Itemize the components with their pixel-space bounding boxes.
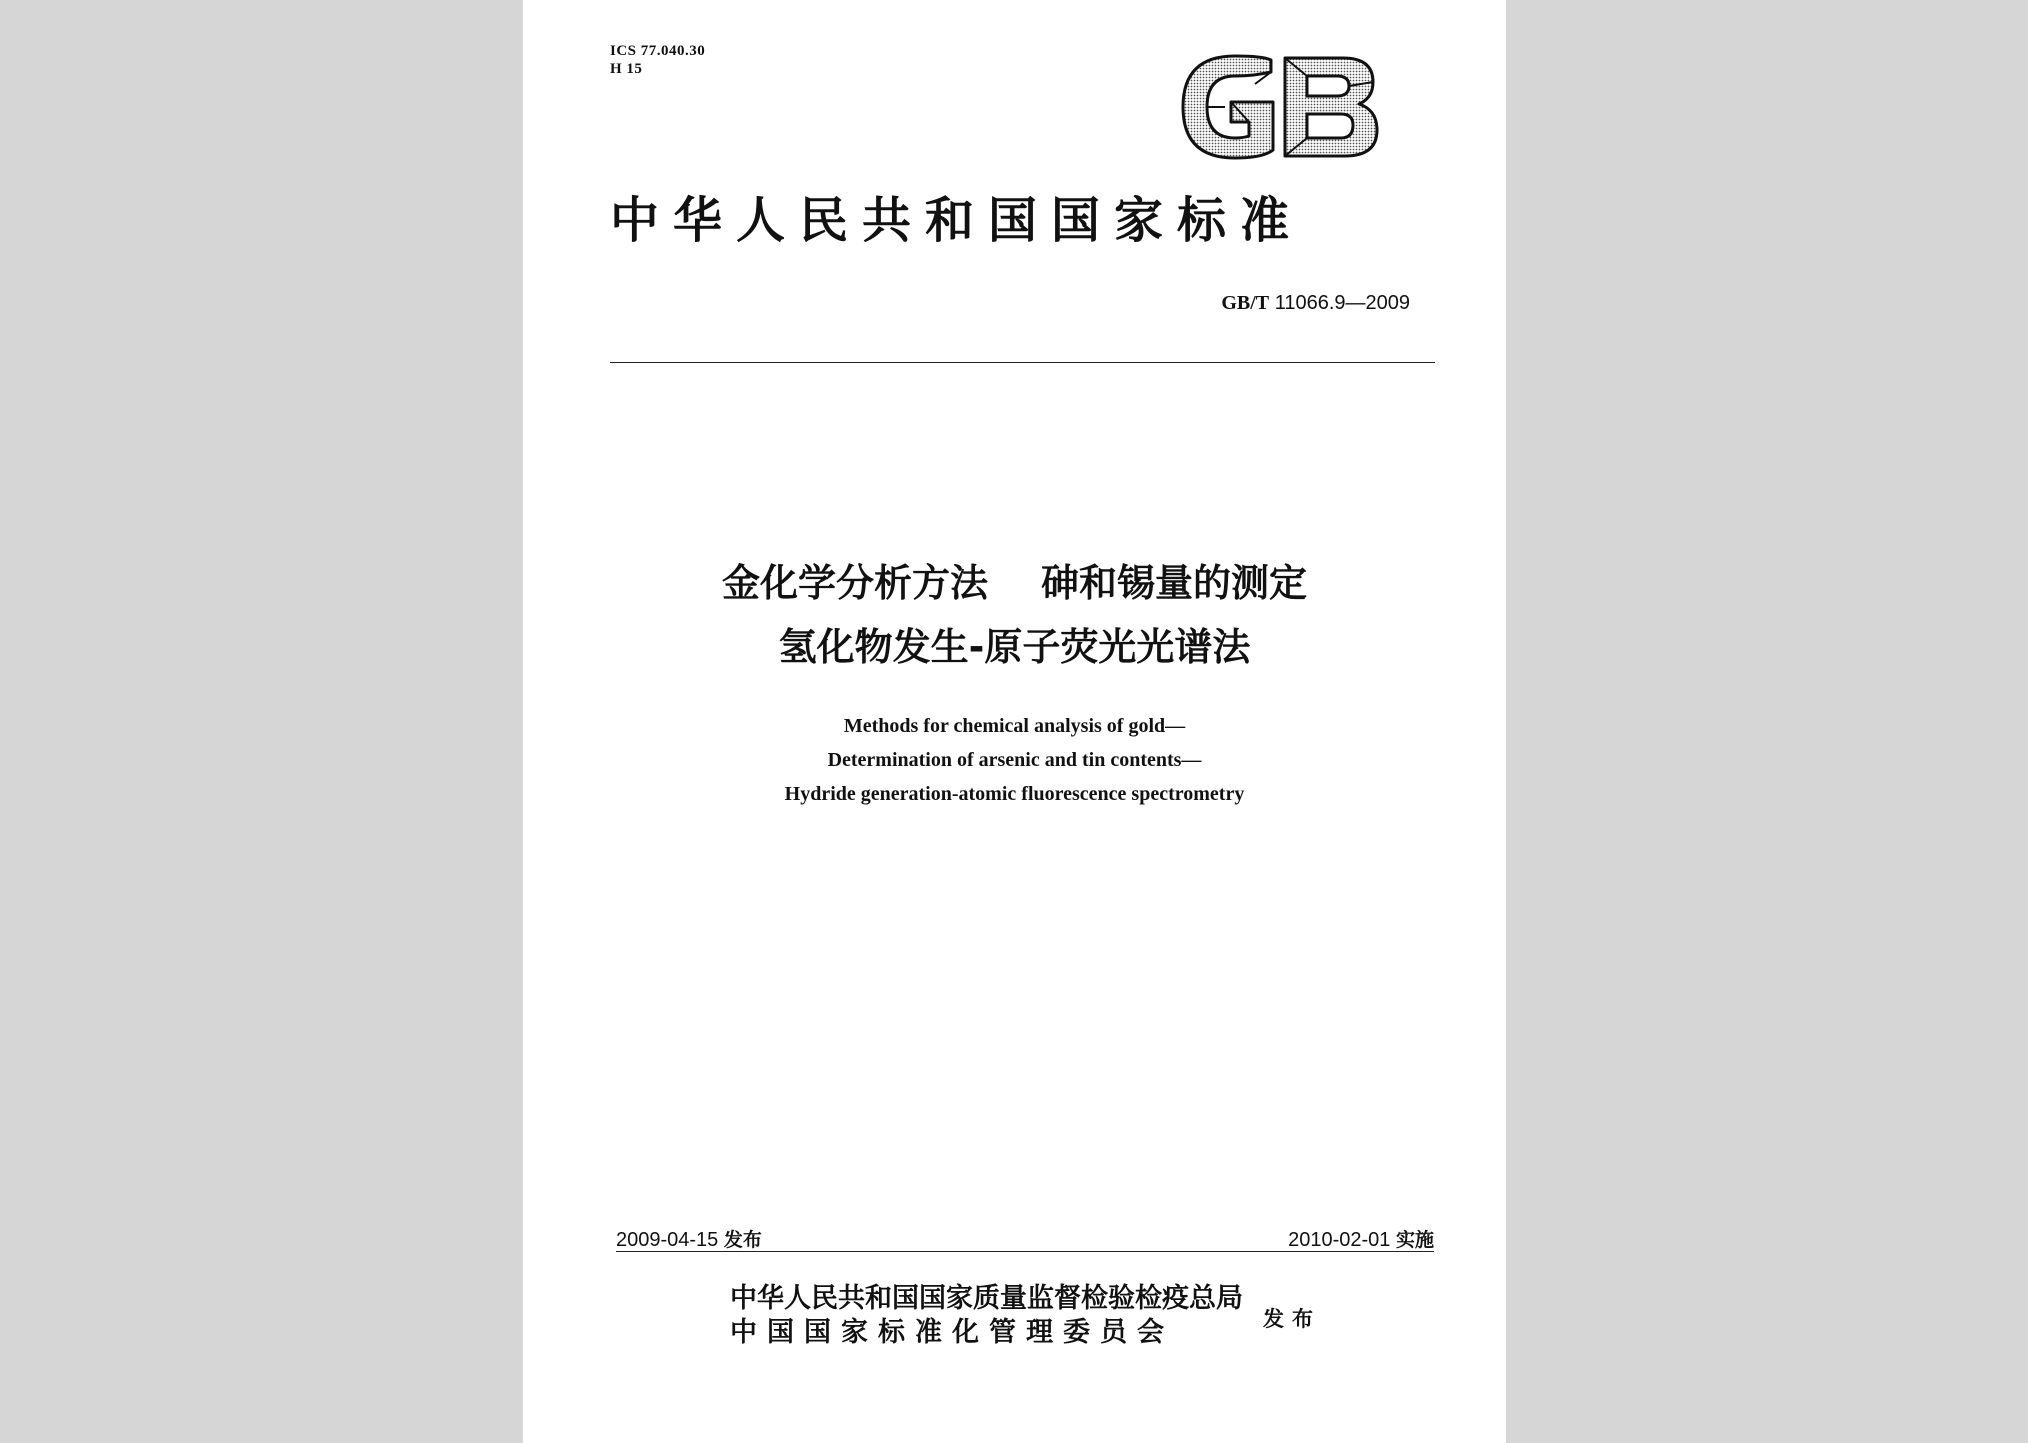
document-page: [523, 0, 1506, 1443]
english-title-line-1: Methods for chemical analysis of gold—: [843, 715, 1186, 737]
issue-date: [616, 1225, 762, 1252]
ccs-code: H 15: [610, 61, 643, 77]
chinese-title-line-1: 金化学分析方法 砷和锡量的测定: [722, 561, 1307, 605]
issue-date-label: 发布: [723, 1229, 762, 1251]
classification-codes: [610, 42, 705, 78]
ics-code: ICS 77.040.30: [610, 43, 706, 59]
issue-date-value: 2009-04-15: [616, 1229, 719, 1251]
national-standard-title: 中华人民共和国国家标准: [610, 191, 1304, 249]
implementation-date-value: 2010-02-01: [1288, 1229, 1391, 1251]
chinese-title-line-2: 氢化物发生-原子荧光光谱法: [778, 625, 1251, 669]
standard-number: [1221, 292, 1410, 315]
english-title-line-2: Determination of arsenic and tin contents—: [827, 749, 1202, 771]
publish-label: 发布: [1263, 1307, 1321, 1331]
publisher-org-2: 中国国家标准化管理委员会: [730, 1317, 1174, 1348]
implementation-date: [1288, 1225, 1434, 1252]
publisher-org-1: 中华人民共和国国家质量监督检验检疫总局: [730, 1283, 1243, 1314]
top-divider: [610, 362, 1435, 363]
standard-number-prefix: GB/T: [1221, 292, 1270, 314]
bottom-divider: [616, 1251, 1434, 1252]
english-title-line-3: Hydride generation-atomic fluorescence spectrometry: [784, 783, 1245, 805]
publisher-block: [730, 1282, 1243, 1350]
gb-logo: [1175, 52, 1383, 162]
standard-number-value: 11066.9—2009: [1274, 292, 1410, 314]
implementation-date-label: 实施: [1395, 1229, 1434, 1251]
